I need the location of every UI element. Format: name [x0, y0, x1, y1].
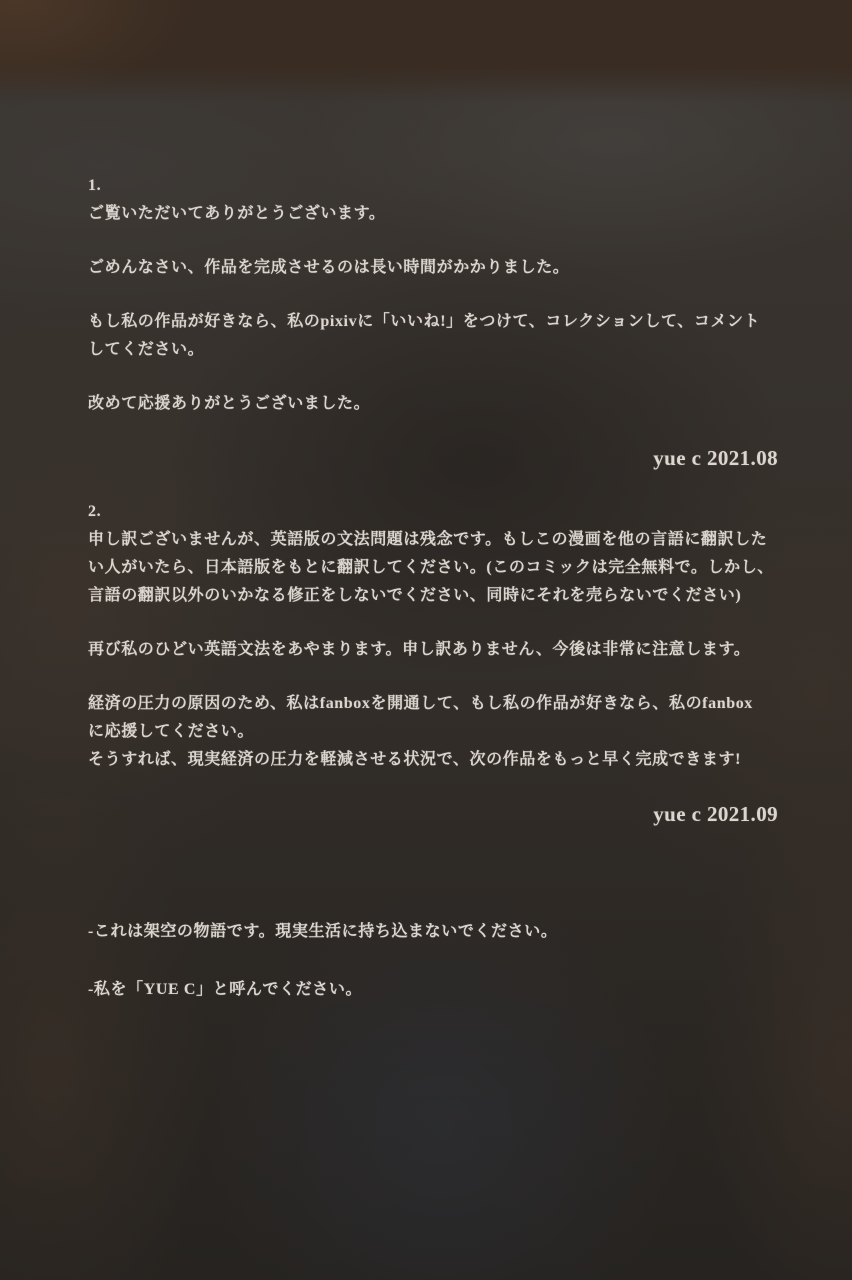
- text-line: い人がいたら、日本語版をもとに翻訳してください。(このコミックは完全無料で。しかし、: [88, 559, 774, 576]
- section-2-paragraph-2: [88, 636, 778, 664]
- text-line: 再び私のひどい英語文法をあやまります。申し訳ありません、今後は非常に注意します。: [88, 641, 751, 658]
- text-line: もし私の作品が好きなら、私のpixivに「いいね!」をつけて、コレクションして、コメント: [88, 313, 761, 330]
- section-2-signature-row: [88, 800, 778, 828]
- section-1-number: 1.: [88, 177, 102, 194]
- text-line: 経済の圧力の原因のため、私はfanboxを開通して、もし私の作品が好きなら、私のfanbox: [88, 695, 753, 712]
- section-1-signature-row: [88, 444, 778, 472]
- footnote-author-name: -私を「YUE C」と呼んでください。: [88, 981, 363, 998]
- text-line: 言語の翻訳以外のいかなる修正をしないでください、同時にそれを売らないでください): [88, 587, 742, 604]
- footnote-fiction-disclaimer: -これは架空の物語です。現実生活に持ち込まないでください。: [88, 923, 558, 940]
- section-1-paragraph-1: [88, 200, 778, 228]
- section-2-paragraph-1: [88, 526, 778, 610]
- section-1-heading: [88, 172, 778, 200]
- section-2-paragraph-3: [88, 690, 778, 774]
- footnotes: [88, 918, 778, 1004]
- text-line: 申し訳ございませんが、英語版の文法問題は残念です。もしこの漫画を他の言語に翻訳した: [88, 531, 768, 548]
- section-2-heading: [88, 498, 778, 526]
- text-line: してください。: [88, 341, 205, 358]
- author-signature-2021-08: yue c 2021.08: [653, 446, 778, 470]
- section-1-paragraph-4: [88, 390, 778, 418]
- author-signature-2021-09: yue c 2021.09: [653, 802, 778, 826]
- text-line: そうすれば、現実経済の圧力を軽減させる状況で、次の作品をもっと早く完成できます!: [88, 751, 742, 768]
- text-line: ご覧いただいてありがとうございます。: [88, 205, 386, 222]
- text-line: 改めて応援ありがとうございました。: [88, 395, 371, 412]
- section-1-paragraph-2: [88, 254, 778, 282]
- text-line: に応援してください。: [88, 723, 255, 740]
- section-1-paragraph-3: [88, 308, 778, 364]
- section-2-number: 2.: [88, 503, 102, 520]
- text-line: ごめんなさい、作品を完成させるのは長い時間がかかりました。: [88, 259, 570, 276]
